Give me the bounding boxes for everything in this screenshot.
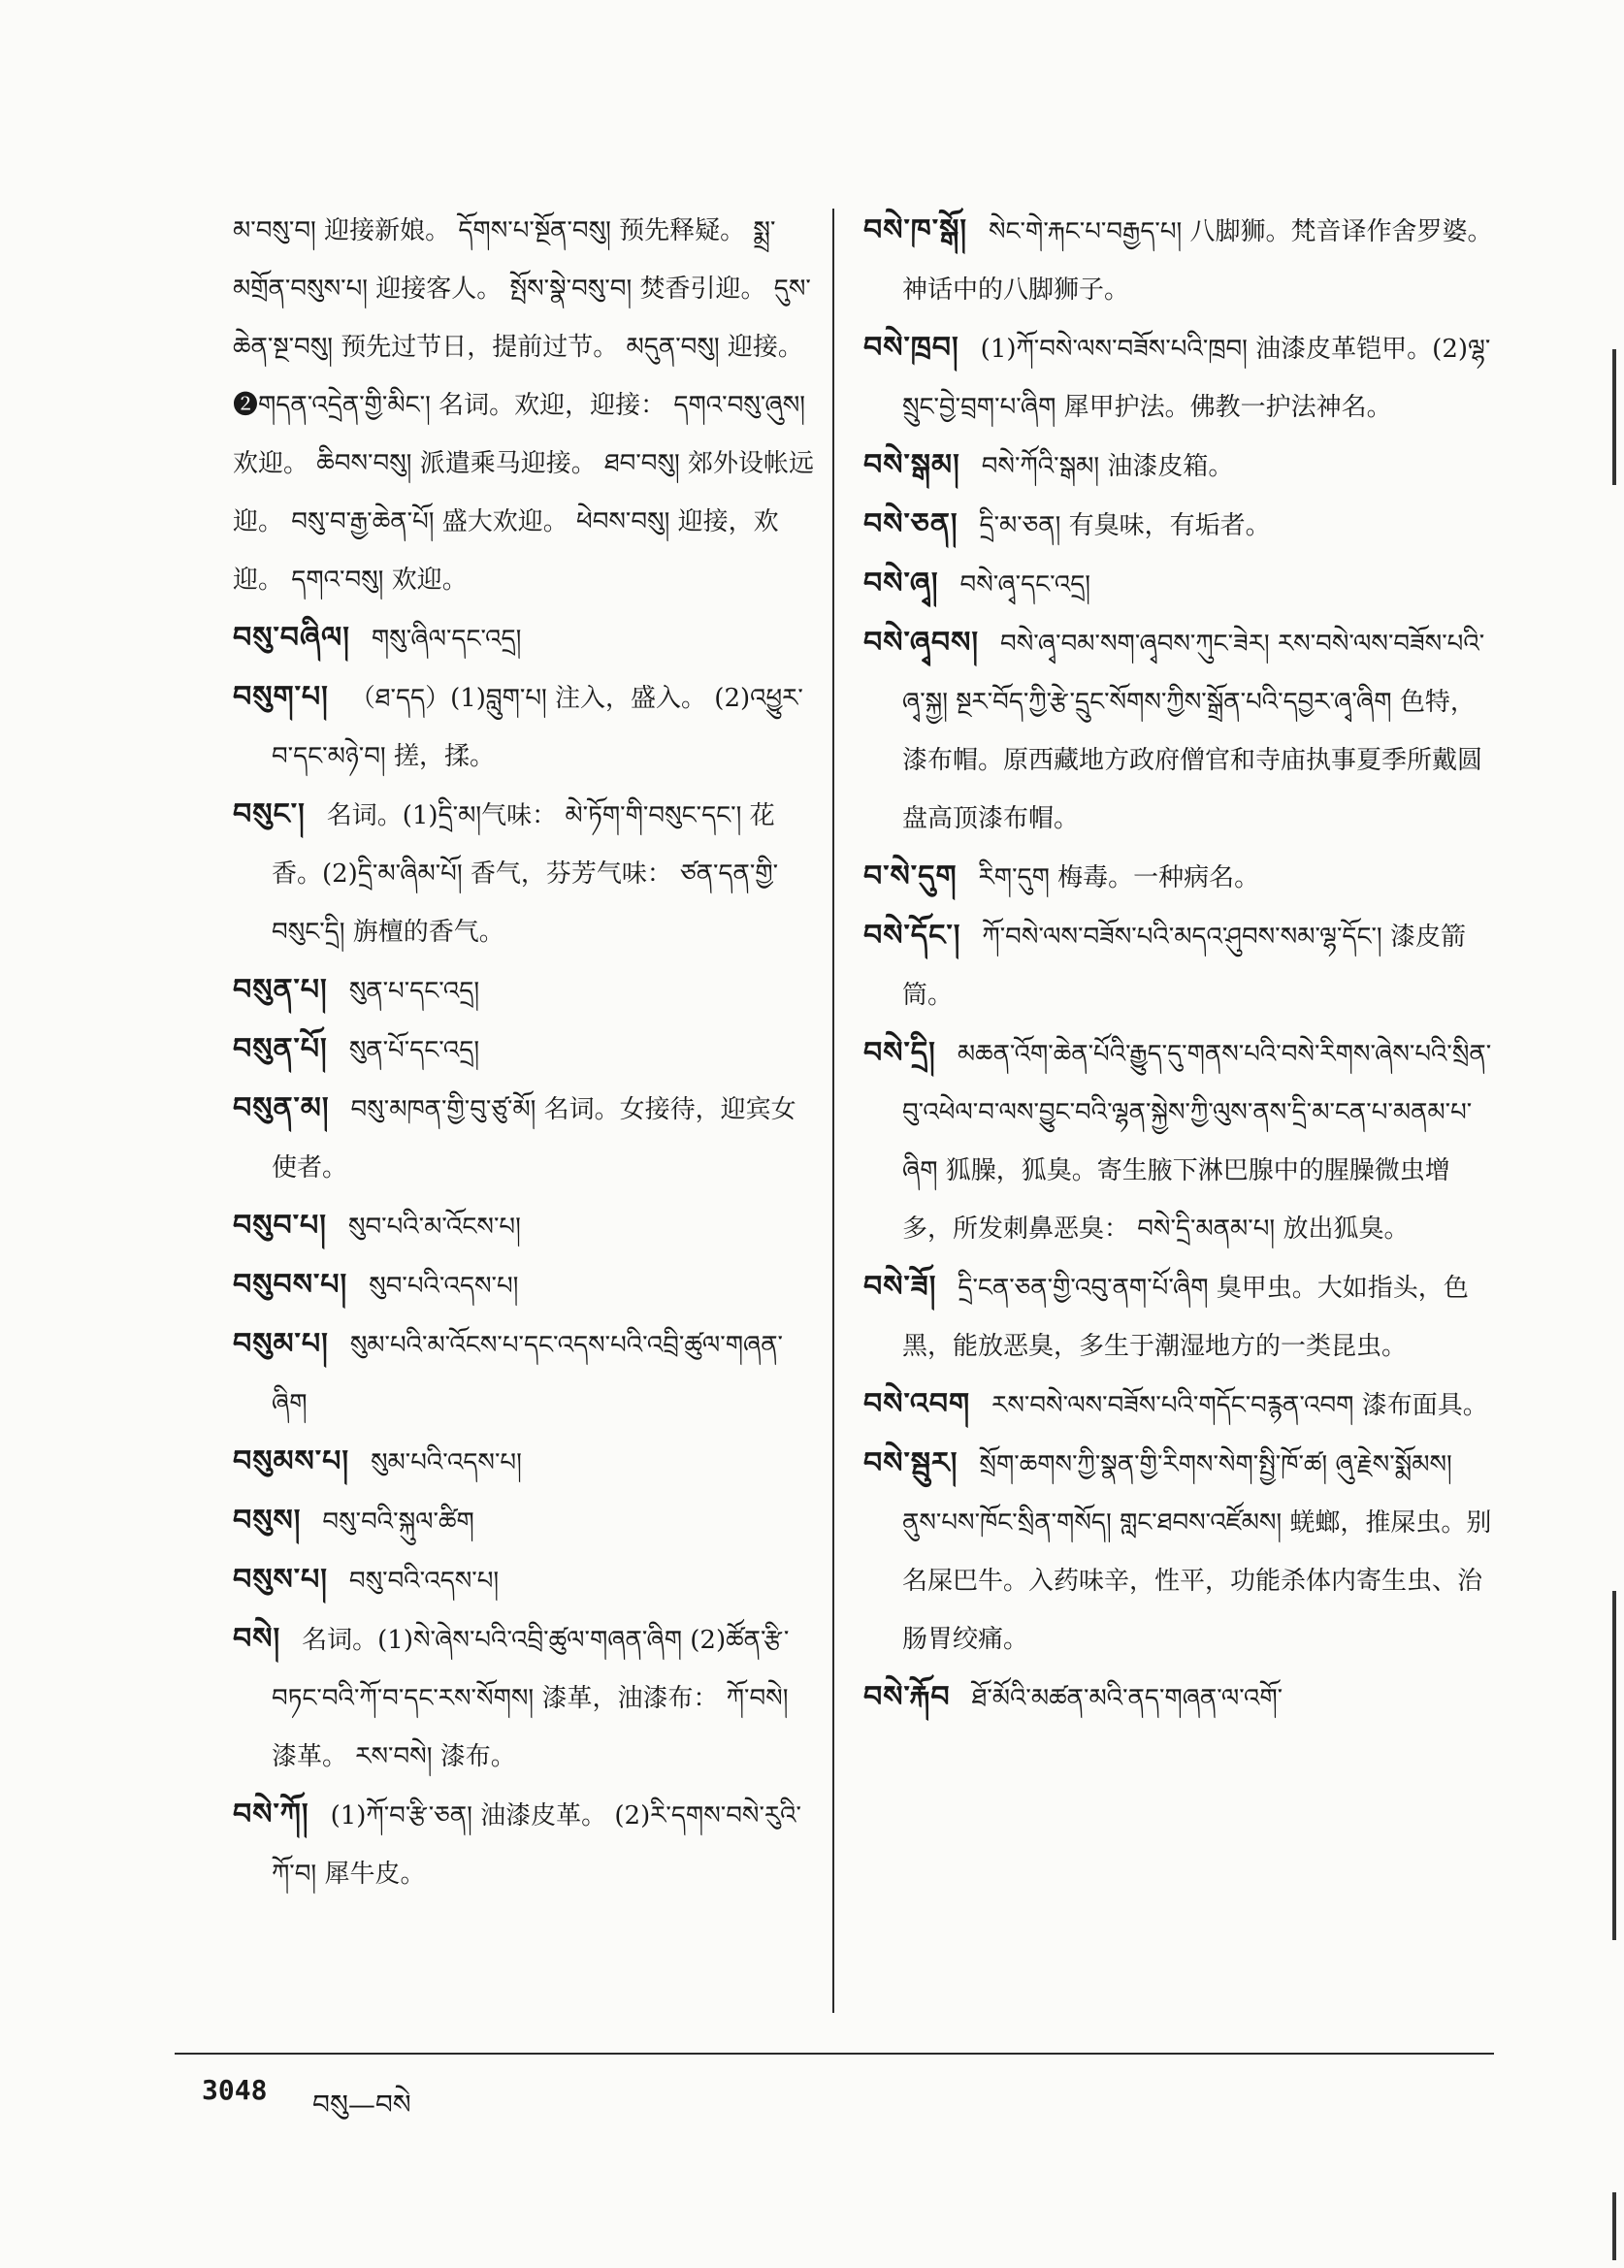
page-number: 3048 — [202, 2074, 268, 2106]
entry-definition: ཀོ་བསེ་ལས་བཟོས་པའི་མདའ་ཤུབས་སམ་ལྷ་དོང་། 漆皮箭筒。 — [902, 923, 1466, 1010]
right-column — [863, 202, 1494, 1728]
dictionary-entry — [863, 1258, 1494, 1376]
entry-headword: བསུག་པ། — [233, 680, 329, 714]
entry-headword: བསུན་པ། — [233, 973, 328, 1007]
entry-definition: སུམ་པའི་མ་འོངས་པ་དང་འདས་པའི་འབྲི་ཚུལ་གཞན་ཞིག — [272, 1331, 783, 1418]
column-divider — [832, 209, 834, 2013]
dictionary-entry — [863, 319, 1494, 437]
dictionary-entry — [863, 1669, 1494, 1728]
entry-definition: སུབ་པའི་འདས་པ། — [369, 1272, 519, 1301]
entry-definition: དྲི་མ་ཅན། 有臭味，有垢者。 — [979, 511, 1271, 540]
entry-headword: བསེ་སྦུར། — [863, 1446, 958, 1480]
entry-headword: བསུམ་པ། — [233, 1327, 329, 1361]
dictionary-entry — [233, 1492, 815, 1551]
margin-scan-mark — [1612, 1591, 1616, 1940]
running-head: བསུ—བསེ — [312, 2089, 411, 2121]
dictionary-entry — [233, 609, 815, 668]
entry-definition: བསུ་མཁན་གྱི་བུ་ཙུ་མོ། 名词。女接待，迎宾女使者。 — [272, 1095, 796, 1183]
entry-definition: (1)ཀོ་བ་རྩི་ཅན། 油漆皮革。 (2)རི་དགས་བསེ་རུའི་ཀོ་བ། 犀牛皮。 — [272, 1801, 801, 1889]
entry-headword: བསེ་སྒམ། — [863, 448, 960, 482]
dictionary-entry — [233, 1021, 815, 1080]
dictionary-entry — [863, 202, 1494, 319]
dictionary-entry — [863, 848, 1494, 907]
entry-definition: མཆན་འོག་ཆེན་པོའི་རྒྱུད་དུ་གནས་པའི་བསེ་རིགས་ཞེས་པའི་སྲིན་བུ་འཕེལ་བ་ལས་བྱུང་བའི་ལྷན་སྐྱེས་ཀྱི་ལུས་ནས་དྲི་མ་ངན་པ་མནམ་པ་ཞིག 狐臊，狐臭。寄生腋下淋巴腺中的腥臊微虫增多，所发刺鼻恶臭： བསེ་དྲི་མནམ་པ། 放出狐臭。 — [902, 1040, 1492, 1244]
entry-definition: བསུ་བའི་སྐུལ་ཚིག — [322, 1507, 474, 1537]
entry-definition: སུམ་པའི་འདས་པ། — [370, 1448, 522, 1477]
entry-definition: མ་བསུ་བ། 迎接新娘。 དོགས་པ་སྔོན་བསུ། 预先释疑。 སྨྲ་མགྲོན་བསུས་པ། 迎接客人。 སྤོས་སྣེ་བསུ་བ། 焚香引迎。 དུས་ཆེན་སྔ་བསུ། 预先过节日，提前过节。 མདུན་བསུ། 迎接。 ❷གདན་འདྲེན་གྱི་མིང་། 名词。欢迎，迎接： དགའ་བསུ་ཞུས། 欢迎。 ཆིབས་བསུ། 派遣乘马迎接。 ཐབ་བསུ། 郊外设帐远迎。 བསུ་བ་རྒྱ་ཆེན་པོ། 盛大欢迎。 ཕེབས་བསུ། 迎接，欢迎。 དགའ་བསུ། 欢迎。 — [233, 216, 815, 595]
dictionary-entry — [233, 668, 815, 786]
entry-definition: 名词。(1)དྲི་མ།气味： མེ་ཏོག་གི་བསུང་དང་། 花香。(2)དྲི་མ་ཞིམ་པོ། 香气，芬芳气味： ཙན་དན་གྱི་བསུང་དྲི། 旃檀的香气。 — [272, 801, 779, 947]
entry-headword: བསུས་པ། — [233, 1563, 328, 1597]
entry-definition: དྲི་ངན་ཅན་གྱི་འབུ་ནག་པོ་ཞིག 臭甲虫。大如指头，色黑，能放恶臭，多生于潮湿地方的一类昆虫。 — [902, 1274, 1469, 1361]
dictionary-entry — [863, 907, 1494, 1024]
dictionary-entry — [233, 1256, 815, 1315]
entry-headword: བསེ་ཁྲབ། — [863, 331, 959, 365]
entry-definition: ཐོ་མོའི་མཚན་མའི་ནད་གཞན་ལ་འགོ་ — [971, 1684, 1283, 1713]
entry-headword: བསུན་པོ། — [233, 1032, 328, 1066]
entry-definition: སྲོག་ཆགས་ཀྱི་སྣན་གྱི་རིགས་སེག་སྤྱི་ཁོ་ཚ། ཞུ་རྗེས་སྨོམས། ནུས་པས་ཁོང་སྲིན་གསོད། གླང་ཐབས་འཛོམས། 蜣螂，推屎虫。别名屎巴牛。入药味辛，性平，功能杀体内寄生虫、治肠胃绞痛。 — [902, 1450, 1492, 1654]
entry-headword: བསུང་། — [233, 797, 306, 831]
dictionary-entry — [863, 437, 1494, 496]
footer-rule — [175, 2053, 1494, 2055]
entry-headword: བསེ་ཞྭབས། — [863, 626, 980, 660]
entry-headword: བསེ་ཅན། — [863, 507, 958, 541]
entry-headword: བསུས། — [233, 1504, 302, 1538]
entry-headword: བསུན་མ། — [233, 1091, 330, 1125]
dictionary-entry — [233, 1197, 815, 1256]
entry-definition: སུབ་པའི་མ་འོངས་པ། — [347, 1213, 521, 1242]
entry-definition: (1)ཀོ་བསེ་ལས་བཟོས་པའི་ཁྲབ། 油漆皮革铠甲。(2)ལྷ་སྲུང་བྱེ་བྲག་པ་ཞིག 犀甲护法。佛教一护法神名。 — [902, 335, 1491, 422]
dictionary-entry — [233, 961, 815, 1021]
dictionary-entry — [863, 1376, 1494, 1435]
entry-definition: སུན་པོ་དང་འདྲ། — [348, 1036, 480, 1065]
dictionary-entry — [863, 496, 1494, 555]
dictionary-entry — [233, 1433, 815, 1492]
entry-headword: བསེ་དྲི། — [863, 1036, 936, 1070]
entry-definition: བསུ་བའི་འདས་པ། — [348, 1567, 500, 1596]
entry-definition: བསེ་ཀོའི་སྒམ། 油漆皮箱。 — [981, 452, 1234, 481]
entry-headword: བསེ་ཁ་སྒོ། — [863, 213, 967, 247]
entry-definition: བསེ་ཞྭ་བམ་སག་ཞྭབས་ཀུང་ཟེར། རས་བསེ་ལས་བཟོས་པའི་ཞྭ་སྐྱ། སྔར་བོད་ཀྱི་རྩེ་དྲུང་སོགས་ཀྱིས་སྒྲོན་པའི་དབྱར་ཞྭ་ཞིག 色特，漆布帽。原西藏地方政府僧官和寺庙执事夏季所戴圆盘高顶漆布帽。 — [902, 630, 1485, 833]
entry-headword: བསུབ་པ། — [233, 1209, 327, 1243]
entry-headword: བསེ་རྐོབ — [863, 1680, 951, 1714]
left-column — [233, 202, 815, 1903]
entry-headword: བསུམས་པ། — [233, 1444, 349, 1478]
entry-definition: （ཐ་དད）(1)བླུག་པ། 注入，盛入。 (2)འཕྱུར་བ་དང་མཉེ་བ། 搓，揉。 — [272, 684, 803, 771]
dictionary-entry — [233, 1080, 815, 1197]
dictionary-entry — [233, 786, 815, 961]
entry-headword: བསེ་འབག — [863, 1387, 971, 1421]
dictionary-entry — [863, 1024, 1494, 1258]
margin-scan-mark — [1612, 2192, 1616, 2260]
dictionary-entry — [863, 555, 1494, 614]
entry-headword: བསེ། — [233, 1622, 281, 1656]
dictionary-entry — [233, 1610, 815, 1786]
margin-scan-mark — [1612, 349, 1616, 485]
entry-headword: བསེ་ཞྭ། — [863, 567, 939, 600]
entry-headword: བསུ་བཞིལ། — [233, 621, 350, 655]
entry-definition: གསུ་ཞིལ་དང་འདྲ། — [371, 625, 522, 654]
dictionary-entry — [863, 1435, 1494, 1669]
entry-headword: བ་སེ་དུག — [863, 859, 958, 893]
entry-definition: རིག་དུག 梅毒。一种病名。 — [978, 863, 1260, 892]
entry-definition: སུན་པ་དང་འདྲ། — [348, 977, 480, 1006]
entry-headword: བསེ་དོང་། — [863, 919, 961, 953]
entry-definition: སེང་གེ་རྐང་པ་བརྒྱད་པ། 八脚狮。梵音译作舍罗婆。神话中的八脚狮子。 — [902, 217, 1493, 305]
entry-definition: རས་བསེ་ལས་བཟོས་པའི་གདོང་བརྙན་འབག 漆布面具。 — [991, 1391, 1488, 1420]
entry-headword: བསུབས་པ། — [233, 1268, 348, 1302]
dictionary-entry — [233, 1786, 815, 1903]
dictionary-entry — [233, 1551, 815, 1610]
dictionary-entry — [233, 202, 815, 609]
entry-definition: བསེ་ཞྭ་དང་འདྲ། — [959, 570, 1091, 599]
dictionary-entry — [863, 614, 1494, 848]
entry-headword: བསེ་ཟོ། — [863, 1270, 937, 1304]
entry-headword: བསེ་ཀོ། — [233, 1798, 309, 1831]
dictionary-entry — [233, 1315, 815, 1433]
entry-definition: 名词。(1)སེ་ཞེས་པའི་འབྲི་ཚུལ་གཞན་ཞིག (2)ཚོན་རྩི་བཏང་བའི་ཀོ་བ་དང་རས་སོགས། 漆革，油漆布： ཀོ་བསེ། 漆革。 རས་བསེ། 漆布。 — [272, 1626, 790, 1771]
